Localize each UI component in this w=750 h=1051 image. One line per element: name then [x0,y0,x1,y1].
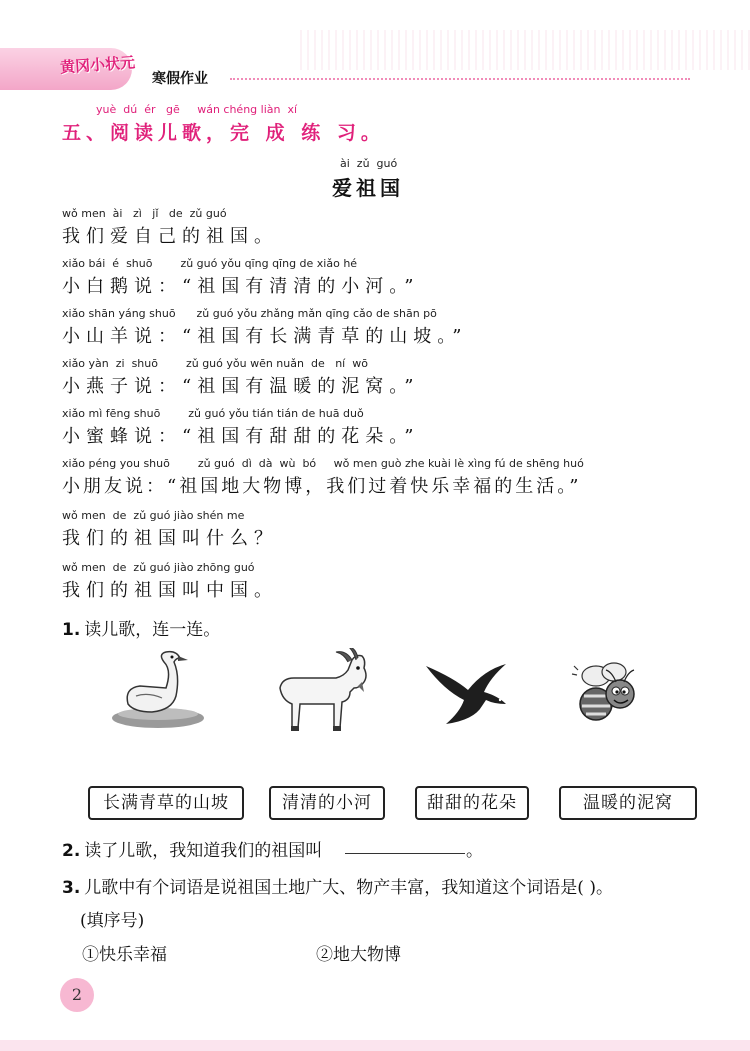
goose-icon[interactable] [106,648,210,732]
poem-line: 我们的祖国叫什么？ [62,528,278,549]
question-3-text[interactable]: 儿歌中有个词语是说祖国土地广大、物产丰富，我知道这个词语是( )。 [84,878,613,898]
question-1-text: 读儿歌，连一连。 [84,620,221,640]
header-dotted-line [230,78,690,80]
poem-line: 小燕子说：“祖国有温暖的泥窝。” [62,376,420,397]
poem-line: 小白鹅说：“祖国有清清的小河。” [62,276,420,297]
match-box-river[interactable]: 清清的小河 [269,786,385,820]
question-3 [62,873,613,898]
match-box-hillside[interactable]: 长满青草的山坡 [88,786,244,820]
poem-line-pinyin: xiǎo shān yáng shuō zǔ guó yǒu zhǎng mǎn qīng cǎo de shān pō [62,307,437,320]
poem-title: 爱祖国 [332,176,404,200]
page-number: 2 [60,978,94,1012]
question-1 [62,615,220,640]
section-title-pinyin: yuè dú ér gē wán chéng liàn xí [96,103,298,116]
poem-line-pinyin: wǒ men ài zì jǐ de zǔ guó [62,207,227,220]
question-2-end: 。 [466,841,483,861]
footer-band [0,1040,750,1051]
match-box-flowers[interactable]: 甜甜的花朵 [415,786,529,820]
brand-logo: 黄冈小状元 [59,53,136,77]
question-2-number: 2. [62,841,81,861]
swallow-icon[interactable] [424,660,514,730]
poem-line-pinyin: wǒ men de zǔ guó jiào zhōng guó [62,561,255,574]
poem-line: 我们爱自己的祖国。 [62,226,278,247]
poem-title-pinyin: ài zǔ guó [340,157,398,170]
section-title: 五、阅读儿歌，完 成 练 习。 [62,122,385,144]
poem-line: 小蜜蜂说：“祖国有甜甜的花朵。” [62,426,420,447]
question-2 [62,836,322,861]
goat-icon[interactable] [270,648,374,738]
poem-line: 我们的祖国叫中国。 [62,580,278,601]
poem-line: 小山羊说：“祖国有长满青草的山坡。” [62,326,468,347]
bee-icon[interactable] [570,660,644,732]
match-box-nest[interactable]: 温暖的泥窝 [559,786,697,820]
option-1[interactable]: ①快乐幸福 [82,945,167,965]
poem-line-pinyin: xiǎo mì fēng shuō zǔ guó yǒu tián tián de huā duǒ [62,407,364,420]
poem-line-pinyin: xiǎo péng you shuō zǔ guó dì dà wù bó wǒ men guò zhe kuài lè xìng fú de shēng huó [62,457,584,470]
poem-line: 小朋友说：“祖国地大物博，我们过着快乐幸福的生活。” [62,476,582,497]
poem-line-pinyin: xiǎo yàn zi shuō zǔ guó yǒu wēn nuǎn de ní wō [62,357,368,370]
question-3-number: 3. [62,878,81,898]
header-subtitle: 寒假作业 [152,71,208,87]
question-2-text: 读了儿歌，我知道我们的祖国叫 [84,841,323,861]
question-1-number: 1. [62,620,81,640]
poem-line-pinyin: wǒ men de zǔ guó jiào shén me [62,509,245,522]
header-stripes [300,30,750,70]
question-3-note: (填序号) [80,911,145,931]
poem-line-pinyin: xiǎo bái é shuō zǔ guó yǒu qīng qīng de xiǎo hé [62,257,358,270]
option-2[interactable]: ②地大物博 [316,945,401,965]
question-2-answer-blank[interactable] [345,853,465,854]
